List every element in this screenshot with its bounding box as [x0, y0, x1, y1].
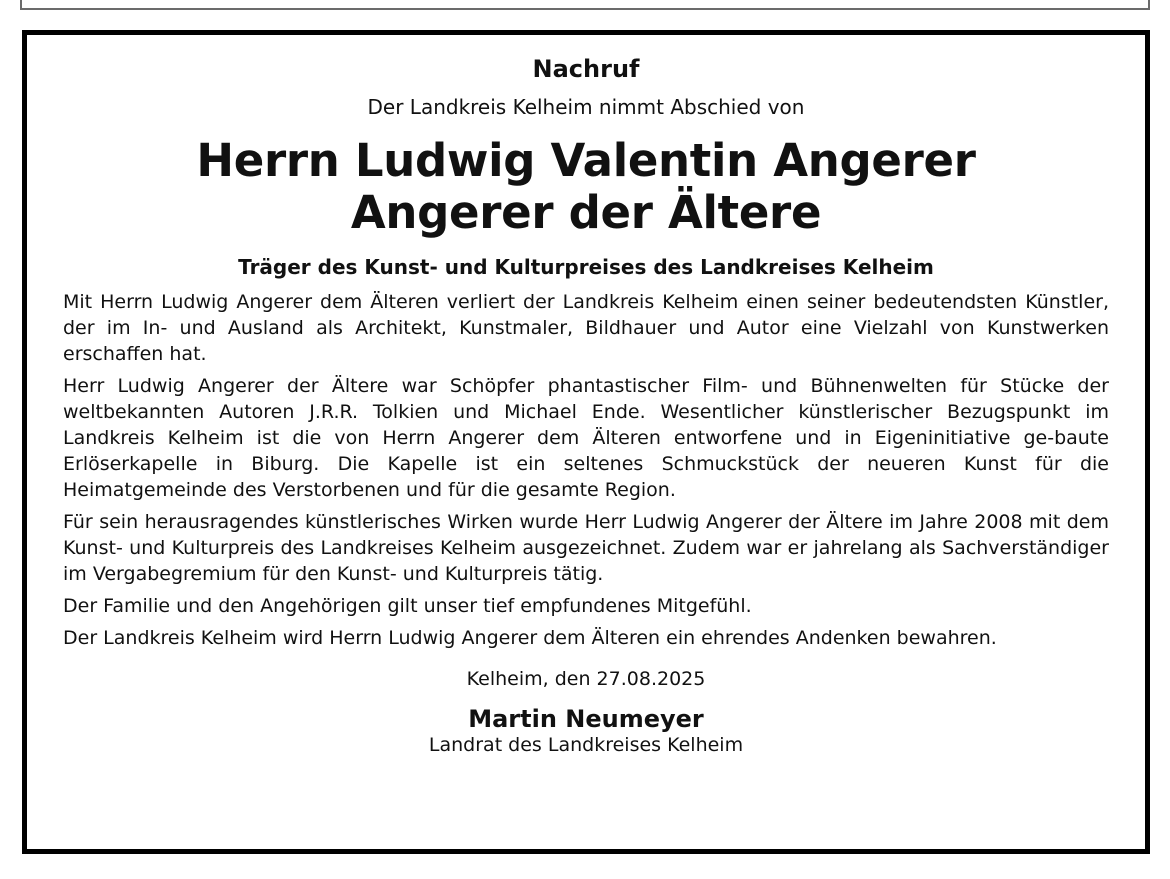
deceased-name-line-2: Angerer der Ältere	[350, 186, 822, 239]
body-paragraph: Für sein herausragendes künstlerisches Wirken wurde Herr Ludwig Angerer der Ältere im Jahre 2008 mit dem Kunst- und Kulturpreis des Landkreises Kelheim ausgezeichnet. Zudem war er jahrelang als Sachverständiger im Vergabegremium für den Kunst- und Kulturpreis tätig.	[63, 511, 1109, 585]
body-paragraph: Herr Ludwig Angerer der Ältere war Schöpfer phantastischer Film- und Bühnenwelten für Stücke der weltbekannten Autoren J.R.R. Tolkien und Michael Ende. Wesentlicher künstlerischer Bezugspunkt im Landkreis Kelheim ist die von Herrn Angerer dem Älteren entworfene und in Eigeninitiative ge-baute Erlöserkapelle in Biburg. Die Kapelle ist ein seltenes Schmuckstück der neueren Kunst für die Heimatgemeinde des Verstorbenen und für die gesamte Region.	[63, 375, 1109, 501]
previous-notice-frame	[20, 0, 1150, 10]
body-paragraph: Der Landkreis Kelheim wird Herrn Ludwig Angerer dem Älteren ein ehrendes Andenken bewahren.	[63, 627, 997, 649]
award-line: Träger des Kunst- und Kulturpreises des Landkreises Kelheim	[238, 255, 934, 279]
notice-intro: Der Landkreis Kelheim nimmt Abschied von	[367, 95, 805, 119]
notice-heading: Nachruf	[532, 55, 640, 83]
body-paragraph: Der Familie und den Angehörigen gilt unser tief empfundenes Mitgefühl.	[63, 595, 752, 617]
deceased-name-line-1: Herrn Ludwig Valentin Angerer	[196, 134, 976, 187]
signer-name: Martin Neumeyer	[468, 705, 704, 733]
place-date: Kelheim, den 27.08.2025	[466, 668, 706, 690]
body-paragraph: Mit Herrn Ludwig Angerer dem Älteren verliert der Landkreis Kelheim einen seiner bedeutendsten Künstler, der im In- und Ausland als Architekt, Kunstmaler, Bildhauer und Autor eine Vielzahl von Kunstwerken erschaffen hat.	[63, 291, 1109, 365]
obituary-notice	[22, 30, 1150, 854]
notice-body	[63, 289, 1109, 651]
signer-title: Landrat des Landkreises Kelheim	[428, 734, 744, 756]
